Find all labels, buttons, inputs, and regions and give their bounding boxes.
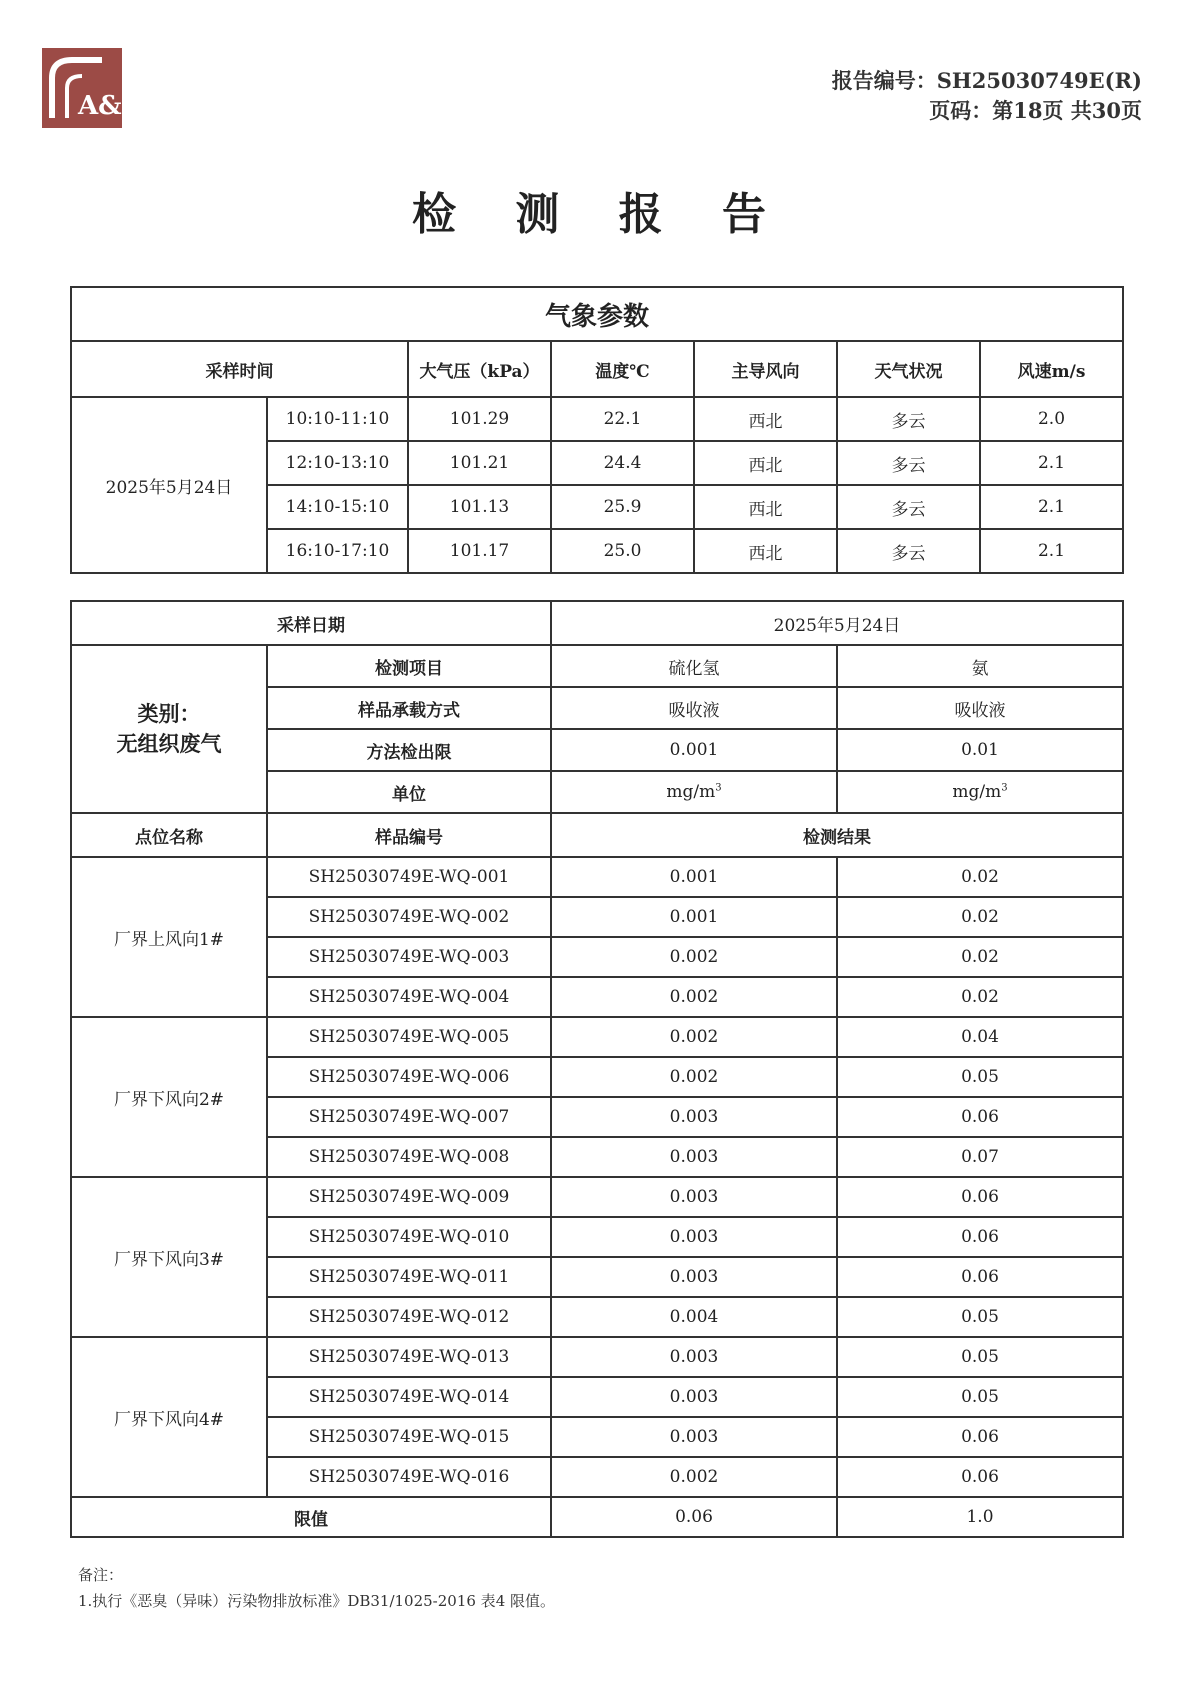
point-name: 厂界上风向1#: [71, 857, 267, 1017]
cell-weather: 多云: [837, 529, 980, 573]
weather-row: [71, 397, 1123, 441]
sample-id: SH25030749E-WQ-001: [267, 857, 551, 897]
sampling-date-row: [71, 601, 1123, 645]
report-number-label: 报告编号：: [831, 68, 937, 93]
table-row: [71, 857, 1123, 897]
cell-time: 10:10-11:10: [267, 397, 408, 441]
result-nh3: 0.02: [837, 857, 1123, 897]
unit-h2s-sup: 3: [715, 782, 722, 794]
result-nh3: 0.05: [837, 1297, 1123, 1337]
report-meta: [832, 66, 1142, 126]
cell-time: 16:10-17:10: [267, 529, 408, 573]
results-table: [70, 600, 1124, 1538]
limit-row: [71, 1497, 1123, 1537]
header-pressure: 大气压（kPa）: [408, 341, 551, 397]
result-nh3: 0.06: [837, 1417, 1123, 1457]
cell-weather: 多云: [837, 485, 980, 529]
cell-weather: 多云: [837, 441, 980, 485]
cell-time: 12:10-13:10: [267, 441, 408, 485]
result-nh3: 0.06: [837, 1257, 1123, 1297]
category-label: 类别：: [137, 701, 201, 726]
sample-id: SH25030749E-WQ-009: [267, 1177, 551, 1217]
result-nh3: 0.06: [837, 1217, 1123, 1257]
result-nh3: 0.05: [837, 1057, 1123, 1097]
sample-id: SH25030749E-WQ-014: [267, 1377, 551, 1417]
cell-wind-speed: 2.1: [980, 529, 1123, 573]
report-number: SH25030749E(R): [936, 68, 1142, 93]
result-h2s: 0.001: [551, 897, 837, 937]
cell-pressure: 101.17: [408, 529, 551, 573]
unit-h2s: [551, 771, 837, 813]
sample-id: SH25030749E-WQ-007: [267, 1097, 551, 1137]
cell-weather: 多云: [837, 397, 980, 441]
result-nh3: 0.07: [837, 1137, 1123, 1177]
cell-wind-speed: 2.0: [980, 397, 1123, 441]
point-name: 厂界下风向2#: [71, 1017, 267, 1177]
cell-wind-direction: 西北: [694, 441, 837, 485]
header-wind-speed: 风速m/s: [980, 341, 1123, 397]
detection-limit-h2s: 0.001: [551, 729, 837, 771]
result-h2s: 0.002: [551, 1457, 837, 1497]
page-title: 检 测 报 告: [412, 189, 788, 240]
header-sampling-time: 采样时间: [71, 341, 408, 397]
point-name: 厂界下风向4#: [71, 1337, 267, 1497]
result-nh3: 0.02: [837, 937, 1123, 977]
unit-nh3-sup: 3: [1001, 782, 1008, 794]
category-value: 无组织废气: [116, 731, 222, 756]
sample-id: SH25030749E-WQ-002: [267, 897, 551, 937]
result-h2s: 0.001: [551, 857, 837, 897]
result-nh3: 0.02: [837, 897, 1123, 937]
header-weather: 天气状况: [837, 341, 980, 397]
weather-header-row: [71, 341, 1123, 397]
result-h2s: 0.003: [551, 1377, 837, 1417]
sample-id: SH25030749E-WQ-012: [267, 1297, 551, 1337]
table-row: [71, 1177, 1123, 1217]
result-nh3: 0.05: [837, 1377, 1123, 1417]
sample-id: SH25030749E-WQ-003: [267, 937, 551, 977]
cell-temperature: 25.0: [551, 529, 694, 573]
cell-temperature: 22.1: [551, 397, 694, 441]
result-h2s: 0.003: [551, 1217, 837, 1257]
detection-limit-nh3: 0.01: [837, 729, 1123, 771]
cell-wind-direction: 西北: [694, 529, 837, 573]
result-h2s: 0.003: [551, 1417, 837, 1457]
logo-mark-icon: [42, 48, 141, 128]
cell-wind-direction: 西北: [694, 397, 837, 441]
header-temperature: 温度℃: [551, 341, 694, 397]
report-number-line: [832, 66, 1142, 96]
sample-id: SH25030749E-WQ-016: [267, 1457, 551, 1497]
unit-nh3-base: mg/m: [952, 782, 1002, 802]
result-nh3: 0.06: [837, 1097, 1123, 1137]
sample-id: SH25030749E-WQ-010: [267, 1217, 551, 1257]
item-nh3: 氨: [837, 645, 1123, 687]
limit-label: 限值: [71, 1497, 551, 1537]
cell-wind-direction: 西北: [694, 485, 837, 529]
cell-pressure: 101.29: [408, 397, 551, 441]
weather-date: 2025年5月24日: [71, 397, 267, 573]
notes: [78, 1562, 555, 1614]
cell-temperature: 24.4: [551, 441, 694, 485]
sample-id: SH25030749E-WQ-004: [267, 977, 551, 1017]
result-h2s: 0.003: [551, 1337, 837, 1377]
limit-nh3: 1.0: [837, 1497, 1123, 1537]
carrier-label: 样品承载方式: [267, 687, 551, 729]
sample-id: SH25030749E-WQ-011: [267, 1257, 551, 1297]
sample-id: SH25030749E-WQ-008: [267, 1137, 551, 1177]
result-nh3: 0.05: [837, 1337, 1123, 1377]
item-row: [71, 645, 1123, 687]
sample-id: SH25030749E-WQ-013: [267, 1337, 551, 1377]
point-label: 点位名称: [71, 813, 267, 857]
result-nh3: 0.06: [837, 1457, 1123, 1497]
result-nh3: 0.02: [837, 977, 1123, 1017]
result-h2s: 0.003: [551, 1137, 837, 1177]
result-h2s: 0.002: [551, 1057, 837, 1097]
result-h2s: 0.003: [551, 1177, 837, 1217]
result-nh3: 0.04: [837, 1017, 1123, 1057]
limit-h2s: 0.06: [551, 1497, 837, 1537]
cell-pressure: 101.13: [408, 485, 551, 529]
result-label: 检测结果: [551, 813, 1123, 857]
result-h2s: 0.004: [551, 1297, 837, 1337]
carrier-h2s: 吸收液: [551, 687, 837, 729]
point-name: 厂界下风向3#: [71, 1177, 267, 1337]
result-nh3: 0.06: [837, 1177, 1123, 1217]
detection-limit-label: 方法检出限: [267, 729, 551, 771]
table-row: [71, 1017, 1123, 1057]
notes-title: 备注：: [78, 1566, 124, 1584]
cell-wind-speed: 2.1: [980, 441, 1123, 485]
sample-no-label: 样品编号: [267, 813, 551, 857]
cell-wind-speed: 2.1: [980, 485, 1123, 529]
result-h2s: 0.002: [551, 937, 837, 977]
weather-table: [70, 286, 1124, 574]
svg-text:A&F: A&F: [78, 91, 141, 121]
cell-time: 14:10-15:10: [267, 485, 408, 529]
result-h2s: 0.002: [551, 1017, 837, 1057]
sample-id: SH25030749E-WQ-005: [267, 1017, 551, 1057]
carrier-nh3: 吸收液: [837, 687, 1123, 729]
sample-id: SH25030749E-WQ-015: [267, 1417, 551, 1457]
table-row: [71, 1337, 1123, 1377]
category-cell: [71, 645, 267, 813]
sampling-date-label: 采样日期: [71, 601, 551, 645]
result-h2s: 0.003: [551, 1257, 837, 1297]
cell-pressure: 101.21: [408, 441, 551, 485]
notes-line-1: 1.执行《恶臭（异味）污染物排放标准》DB31/1025-2016 表4 限值。: [78, 1592, 555, 1610]
item-h2s: 硫化氢: [551, 645, 837, 687]
result-h2s: 0.002: [551, 977, 837, 1017]
result-header-row: [71, 813, 1123, 857]
cell-temperature: 25.9: [551, 485, 694, 529]
unit-nh3: [837, 771, 1123, 813]
header-wind-direction: 主导风向: [694, 341, 837, 397]
company-logo: [42, 48, 141, 128]
result-h2s: 0.003: [551, 1097, 837, 1137]
page-indicator: 页码：第18页 共30页: [929, 98, 1142, 123]
unit-label: 单位: [267, 771, 551, 813]
sampling-date-value: 2025年5月24日: [551, 601, 1123, 645]
sample-id: SH25030749E-WQ-006: [267, 1057, 551, 1097]
weather-caption: 气象参数: [71, 287, 1123, 341]
unit-h2s-base: mg/m: [666, 782, 716, 802]
item-label: 检测项目: [267, 645, 551, 687]
